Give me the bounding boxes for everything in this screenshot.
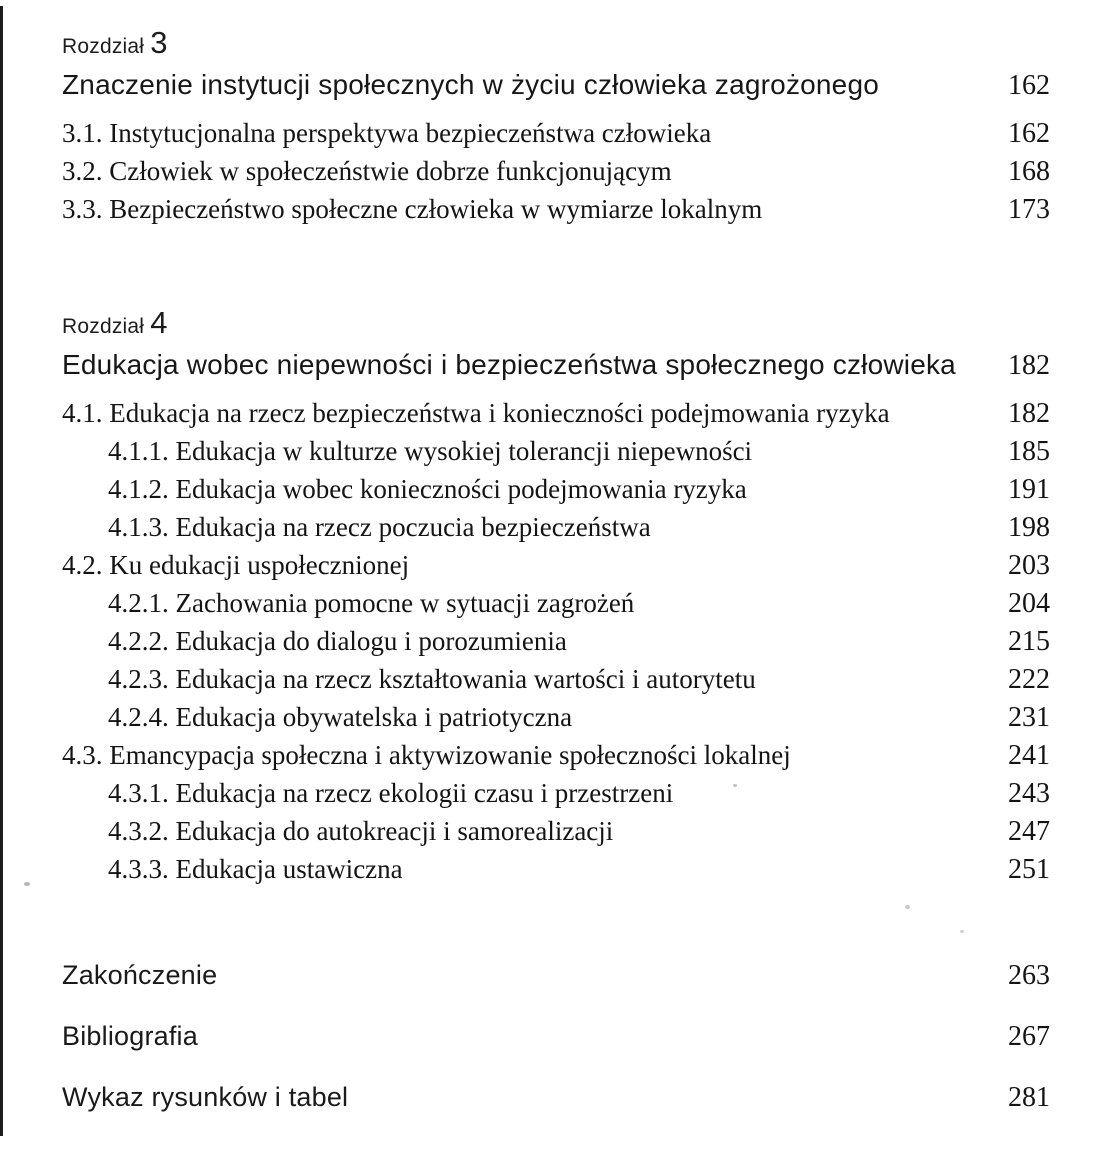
toc-entry-page: 191 <box>1008 474 1050 505</box>
toc-entry <box>62 190 1050 228</box>
chapter-label-text: Rozdział <box>62 315 145 338</box>
scan-edge-artifact <box>0 6 3 1136</box>
toc-entry-page: 222 <box>1008 664 1050 695</box>
backmatter-entry <box>62 956 1050 994</box>
toc-entry <box>62 470 1050 508</box>
chapter-number: 3 <box>150 25 168 60</box>
toc-entry-text: 4.1.2. Edukacja wobec konieczności podejmowania ryzyka <box>108 474 747 504</box>
toc-entry-page: 231 <box>1008 702 1050 733</box>
toc-entry-text: 3.1. Instytucjonalna perspektywa bezpieczeństwa człowieka <box>62 118 712 148</box>
toc-entry <box>62 432 1050 470</box>
chapter-title: Edukacja wobec niepewności i bezpieczeństwa społecznego człowieka <box>62 349 956 380</box>
toc-content <box>62 0 1050 1139</box>
chapter-4-section <box>62 305 1050 888</box>
toc-entry-text: 4.1.1. Edukacja w kulturze wysokiej tolerancji niepewności <box>108 436 753 466</box>
toc-entry <box>62 774 1050 812</box>
toc-entry <box>62 394 1050 432</box>
chapter-4-entries <box>62 394 1050 888</box>
toc-entry-page: 247 <box>1008 816 1050 847</box>
toc-entry-text: 3.2. Człowiek w społeczeństwie dobrze funkcjonującym <box>62 156 672 186</box>
chapter-title: Znaczenie instytucji społecznych w życiu człowieka zagrożonego <box>62 69 880 100</box>
toc-entry-page: 168 <box>1008 156 1050 187</box>
toc-entry-page: 182 <box>1008 398 1050 429</box>
toc-entry <box>62 736 1050 774</box>
toc-entry <box>62 584 1050 622</box>
backmatter-title: Zakończenie <box>62 960 218 990</box>
toc-entry <box>62 622 1050 660</box>
toc-entry-page: 241 <box>1008 740 1050 771</box>
toc-entry <box>62 546 1050 584</box>
toc-entry-page: 173 <box>1008 194 1050 225</box>
toc-entry-text: 4.2.4. Edukacja obywatelska i patriotyczna <box>108 702 573 732</box>
scan-speck <box>24 882 30 886</box>
toc-entry-page: 251 <box>1008 854 1050 885</box>
toc-entry-page: 185 <box>1008 436 1050 467</box>
toc-entry-page: 243 <box>1008 778 1050 809</box>
chapter-label <box>62 25 1050 62</box>
chapter-page-number: 182 <box>1008 350 1050 381</box>
toc-entry <box>62 850 1050 888</box>
toc-entry <box>62 508 1050 546</box>
backmatter-title: Wykaz rysunków i tabel <box>62 1082 349 1112</box>
toc-entry-text: 4.3.3. Edukacja ustawiczna <box>108 854 403 884</box>
backmatter-entry <box>62 1017 1050 1055</box>
toc-entry-page: 198 <box>1008 512 1050 543</box>
chapter-3-section <box>62 0 1050 228</box>
backmatter-section <box>62 956 1050 1116</box>
toc-entry-text: 4.2.2. Edukacja do dialogu i porozumienia <box>108 626 567 656</box>
backmatter-page: 263 <box>1008 960 1050 991</box>
chapter-title-row <box>62 66 1050 104</box>
toc-entry-text: 3.3. Bezpieczeństwo społeczne człowieka w wymiarze lokalnym <box>62 194 763 224</box>
chapter-3-entries <box>62 114 1050 228</box>
toc-entry <box>62 114 1050 152</box>
chapter-label-text: Rozdział <box>62 35 145 58</box>
backmatter-title: Bibliografia <box>62 1021 198 1051</box>
toc-entry-text: 4.3.1. Edukacja na rzecz ekologii czasu i przestrzeni <box>108 778 674 808</box>
toc-entry-page: 204 <box>1008 588 1050 619</box>
toc-entry-text: 4.1. Edukacja na rzecz bezpieczeństwa i konieczności podejmowania ryzyka <box>62 398 890 428</box>
toc-entry-text: 4.1.3. Edukacja na rzecz poczucia bezpieczeństwa <box>108 512 651 542</box>
toc-entry-page: 203 <box>1008 550 1050 581</box>
toc-entry <box>62 698 1050 736</box>
toc-entry-page: 215 <box>1008 626 1050 657</box>
toc-entry-text: 4.2.1. Zachowania pomocne w sytuacji zagrożeń <box>108 588 635 618</box>
chapter-page-number: 162 <box>1008 70 1050 101</box>
backmatter-page: 281 <box>1008 1082 1050 1113</box>
backmatter-page: 267 <box>1008 1021 1050 1052</box>
backmatter-entry <box>62 1078 1050 1116</box>
chapter-label <box>62 305 1050 342</box>
toc-entry-text: 4.2.3. Edukacja na rzecz kształtowania wartości i autorytetu <box>108 664 756 694</box>
toc-entry-page: 162 <box>1008 118 1050 149</box>
toc-entry-text: 4.3. Emancypacja społeczna i aktywizowanie społeczności lokalnej <box>62 740 791 770</box>
toc-entry <box>62 152 1050 190</box>
toc-entry <box>62 660 1050 698</box>
toc-entry <box>62 812 1050 850</box>
chapter-title-row <box>62 346 1050 384</box>
toc-entry-text: 4.3.2. Edukacja do autokreacji i samorealizacji <box>108 816 614 846</box>
chapter-number: 4 <box>150 305 168 340</box>
toc-entry-text: 4.2. Ku edukacji uspołecznionej <box>62 550 410 580</box>
